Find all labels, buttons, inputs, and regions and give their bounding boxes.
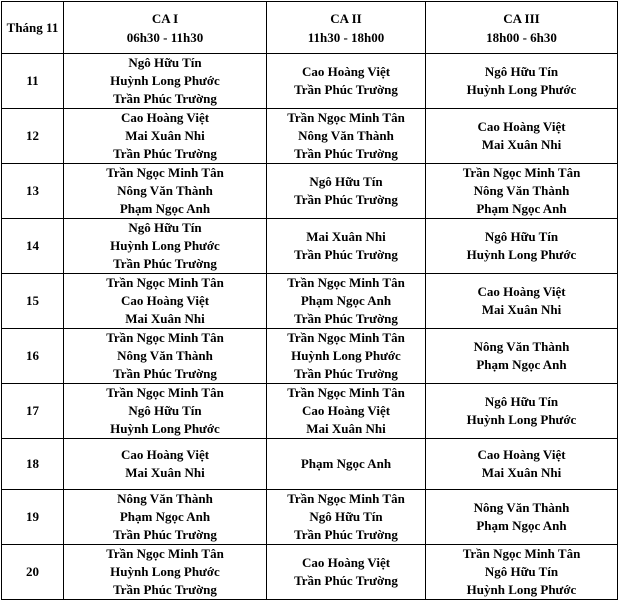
shift-2-cell — [267, 329, 426, 384]
staff-name: Cao Hoàng Việt — [120, 293, 210, 308]
staff-name: Mai Xuân Nhi — [306, 421, 386, 436]
shift-3-cell — [426, 219, 618, 274]
shift-2-cell — [267, 439, 426, 490]
staff-name: Trần Phúc Trường — [294, 366, 398, 381]
shift-1-cell — [64, 439, 267, 490]
staff-name: Trần Phúc Trường — [294, 247, 398, 262]
shift-1-cell — [64, 219, 267, 274]
staff-name: Phạm Ngọc Anh — [476, 517, 567, 533]
shift-2-cell — [267, 544, 426, 599]
schedule-row — [2, 109, 618, 164]
staff-name: Trần Phúc Trường — [113, 366, 217, 381]
staff-name: Huỳnh Long Phước — [291, 348, 401, 363]
staff-name: Trần Phúc Trường — [294, 82, 398, 97]
staff-name: Cao Hoàng Việt — [477, 119, 566, 134]
staff-name: Mai Xuân Nhi — [481, 137, 562, 152]
staff-name: Nông Văn Thành — [117, 183, 213, 198]
staff-name: Trần Phúc Trường — [294, 192, 398, 207]
staff-name: Trần Phúc Trường — [113, 526, 217, 542]
staff-name: Huỳnh Long Phước — [110, 73, 220, 88]
staff-name: Ngô Hữu Tín — [484, 394, 559, 409]
shift-1-cell — [64, 109, 267, 164]
schedule-row — [2, 384, 618, 439]
shift-2-cell — [267, 219, 426, 274]
staff-name: Cao Hoàng Việt — [477, 284, 566, 299]
staff-name: Ngô Hữu Tín — [484, 229, 559, 244]
shift-3-cell — [426, 384, 618, 439]
staff-name: Trần Ngọc Minh Tân — [287, 275, 405, 290]
shift-1-cell — [64, 544, 267, 599]
staff-name: Ngô Hữu Tín — [484, 563, 559, 579]
shift-time: 18h00 - 6h30 — [486, 29, 557, 45]
staff-name: Trần Ngọc Minh Tân — [287, 385, 405, 400]
day-cell: 18 — [2, 439, 64, 490]
day-cell: 14 — [2, 219, 64, 274]
shift-3-cell — [426, 489, 618, 544]
staff-name: Nông Văn Thành — [117, 348, 213, 363]
shift-2-cell — [267, 54, 426, 109]
staff-name: Ngô Hữu Tín — [309, 174, 383, 189]
shift-name: CA II — [330, 10, 362, 26]
staff-name: Trần Ngọc Minh Tân — [106, 165, 224, 180]
day-cell: 17 — [2, 384, 64, 439]
staff-name: Phạm Ngọc Anh — [300, 455, 392, 471]
shift-time: 06h30 - 11h30 — [126, 29, 204, 45]
shift-header-2 — [267, 2, 426, 54]
staff-name: Ngô Hữu Tín — [128, 220, 202, 235]
staff-name: Trần Ngọc Minh Tân — [287, 490, 405, 506]
staff-name: Ngô Hữu Tín — [128, 403, 202, 418]
staff-name: Trần Ngọc Minh Tân — [106, 275, 224, 290]
staff-name: Mai Xuân Nhi — [481, 464, 562, 480]
day-cell: 20 — [2, 544, 64, 599]
shift-time: 11h30 - 18h00 — [307, 29, 385, 45]
staff-name: Cao Hoàng Việt — [301, 64, 391, 79]
shift-2-cell — [267, 489, 426, 544]
day-cell: 13 — [2, 164, 64, 219]
schedule-body — [2, 54, 618, 600]
header-row — [2, 2, 618, 54]
staff-name: Cao Hoàng Việt — [120, 110, 210, 125]
shift-1-cell — [64, 329, 267, 384]
staff-name: Trần Phúc Trường — [113, 581, 217, 597]
staff-name: Phạm Ngọc Anh — [119, 201, 211, 216]
staff-name: Trần Ngọc Minh Tân — [106, 330, 224, 345]
shift-2-cell — [267, 274, 426, 329]
staff-name: Mai Xuân Nhi — [125, 128, 205, 143]
shift-schedule-table — [1, 1, 618, 600]
shift-name: CA III — [503, 10, 540, 26]
schedule-row — [2, 329, 618, 384]
shift-3-cell — [426, 329, 618, 384]
staff-name: Ngô Hữu Tín — [128, 55, 202, 70]
month-header: Tháng 11 — [2, 2, 64, 54]
staff-name: Trần Ngọc Minh Tân — [106, 385, 224, 400]
shift-3-cell — [426, 274, 618, 329]
staff-name: Mai Xuân Nhi — [125, 311, 205, 326]
staff-name: Phạm Ngọc Anh — [119, 508, 211, 524]
staff-name: Cao Hoàng Việt — [477, 446, 566, 462]
shift-1-cell — [64, 164, 267, 219]
staff-name: Huỳnh Long Phước — [110, 238, 220, 253]
schedule-row — [2, 54, 618, 109]
staff-name: Nông Văn Thành — [298, 128, 394, 143]
staff-name: Trần Phúc Trường — [113, 146, 217, 161]
staff-name: Huỳnh Long Phước — [110, 421, 220, 436]
staff-name: Huỳnh Long Phước — [466, 82, 577, 97]
staff-name: Huỳnh Long Phước — [466, 247, 577, 262]
staff-name: Trần Ngọc Minh Tân — [106, 545, 224, 561]
shift-1-cell — [64, 384, 267, 439]
staff-name: Trần Phúc Trường — [113, 91, 217, 106]
staff-name: Trần Phúc Trường — [294, 526, 398, 542]
staff-name: Phạm Ngọc Anh — [476, 357, 567, 372]
staff-name: Trần Ngọc Minh Tân — [462, 545, 581, 561]
staff-name: Phạm Ngọc Anh — [300, 293, 392, 308]
staff-name: Trần Ngọc Minh Tân — [287, 110, 405, 125]
shift-3-cell — [426, 164, 618, 219]
staff-name: Huỳnh Long Phước — [110, 563, 220, 579]
staff-name: Trần Ngọc Minh Tân — [462, 165, 581, 180]
staff-name: Ngô Hữu Tín — [484, 64, 559, 79]
schedule-row — [2, 544, 618, 599]
staff-name: Mai Xuân Nhi — [481, 302, 562, 317]
shift-2-cell — [267, 164, 426, 219]
staff-name: Phạm Ngọc Anh — [476, 201, 567, 216]
shift-2-cell — [267, 109, 426, 164]
day-cell: 16 — [2, 329, 64, 384]
day-cell: 11 — [2, 54, 64, 109]
schedule-row — [2, 164, 618, 219]
day-cell: 15 — [2, 274, 64, 329]
shift-2-cell — [267, 384, 426, 439]
shift-3-cell — [426, 439, 618, 490]
staff-name: Cao Hoàng Việt — [120, 446, 210, 462]
staff-name: Trần Phúc Trường — [294, 572, 398, 588]
day-cell: 12 — [2, 109, 64, 164]
shift-name: CA I — [151, 10, 179, 26]
staff-name: Trần Phúc Trường — [113, 256, 217, 271]
shift-header-3 — [426, 2, 618, 54]
staff-name: Mai Xuân Nhi — [306, 229, 386, 244]
staff-name: Huỳnh Long Phước — [466, 412, 577, 427]
shift-3-cell — [426, 544, 618, 599]
staff-name: Cao Hoàng Việt — [301, 554, 391, 570]
staff-name: Mai Xuân Nhi — [125, 464, 205, 480]
staff-name: Nông Văn Thành — [473, 183, 570, 198]
shift-3-cell — [426, 54, 618, 109]
staff-name: Ngô Hữu Tín — [309, 508, 383, 524]
schedule-row — [2, 219, 618, 274]
shift-1-cell — [64, 489, 267, 544]
schedule-row — [2, 274, 618, 329]
schedule-row — [2, 439, 618, 490]
staff-name: Cao Hoàng Việt — [301, 403, 391, 418]
staff-name: Huỳnh Long Phước — [466, 581, 577, 597]
shift-header-1 — [64, 2, 267, 54]
day-cell: 19 — [2, 489, 64, 544]
staff-name: Trần Phúc Trường — [294, 311, 398, 326]
staff-name: Trần Ngọc Minh Tân — [287, 330, 405, 345]
staff-name: Nông Văn Thành — [473, 499, 570, 515]
schedule-row — [2, 489, 618, 544]
staff-name: Nông Văn Thành — [473, 339, 570, 354]
staff-name: Nông Văn Thành — [117, 490, 213, 506]
staff-name: Trần Phúc Trường — [294, 146, 398, 161]
shift-1-cell — [64, 54, 267, 109]
shift-1-cell — [64, 274, 267, 329]
shift-3-cell — [426, 109, 618, 164]
